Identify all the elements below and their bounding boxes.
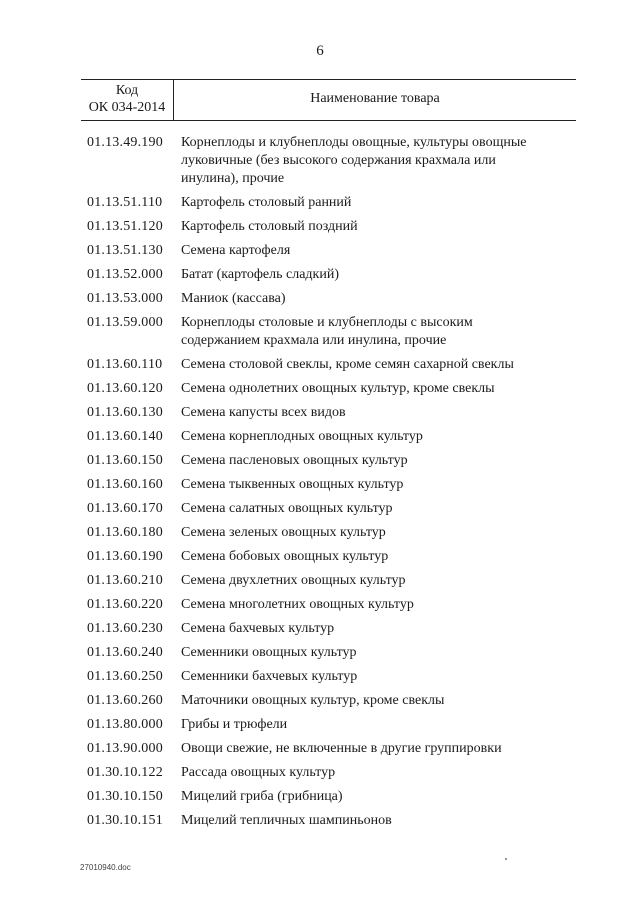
row-code: 01.13.49.190 (87, 135, 163, 150)
row-code: 01.13.60.190 (87, 549, 163, 564)
row-code: 01.13.51.110 (87, 195, 163, 210)
row-code: 01.30.10.122 (87, 765, 163, 780)
row-name: Семена салатных овощных культур (181, 501, 393, 516)
row-code: 01.30.10.150 (87, 789, 163, 804)
row-code: 01.13.59.000 (87, 315, 163, 330)
row-name: Корнеплоды столовые и клубнеплоды с высоким содержанием крахмала или инулина, прочие (181, 315, 473, 348)
row-name: Семена капусты всех видов (181, 405, 346, 420)
page-number: 6 (316, 43, 324, 59)
row-code: 01.13.60.260 (87, 693, 163, 708)
row-name: Семена однолетних овощных культур, кроме свеклы (181, 381, 495, 396)
row-code: 01.13.60.150 (87, 453, 163, 468)
row-code: 01.13.60.140 (87, 429, 163, 444)
row-name: Мицелий гриба (грибница) (181, 789, 343, 804)
header-name-label: Наименование товара (310, 91, 440, 106)
row-name: Семена тыквенных овощных культур (181, 477, 404, 492)
row-name: Семена многолетних овощных культур (181, 597, 414, 612)
row-code: 01.13.60.210 (87, 573, 163, 588)
row-code: 01.13.60.180 (87, 525, 163, 540)
row-name: Рассада овощных культур (181, 765, 336, 780)
row-name: Батат (картофель сладкий) (181, 267, 340, 282)
row-name: Семенники бахчевых культур (181, 669, 358, 684)
row-name: Семена картофеля (181, 243, 291, 258)
row-code: 01.13.60.120 (87, 381, 163, 396)
row-name: Семена пасленовых овощных культур (181, 453, 408, 468)
row-code: 01.13.90.000 (87, 741, 163, 756)
row-name: Маниок (кассава) (181, 291, 286, 306)
row-code: 01.13.60.230 (87, 621, 163, 636)
row-code: 01.13.51.130 (87, 243, 163, 258)
row-name: Семена корнеплодных овощных культур (181, 429, 423, 444)
row-code: 01.13.60.160 (87, 477, 163, 492)
header-code-label: Код ОК 034-2014 (88, 83, 166, 115)
row-name: Семена бахчевых культур (181, 621, 335, 636)
row-name: Грибы и трюфели (181, 717, 288, 732)
row-name: Семена зеленых овощных культур (181, 525, 386, 540)
row-code: 01.13.60.250 (87, 669, 163, 684)
row-code: 01.13.60.220 (87, 597, 163, 612)
row-code: 01.13.60.170 (87, 501, 163, 516)
row-code: 01.13.52.000 (87, 267, 163, 282)
row-name: Картофель столовый ранний (181, 195, 352, 210)
row-code: 01.30.10.151 (87, 813, 163, 828)
row-name: Мицелий тепличных шампиньонов (181, 813, 392, 828)
row-code: 01.13.80.000 (87, 717, 163, 732)
footer-file-name: 27010940.doc (80, 863, 131, 872)
row-code: 01.13.53.000 (87, 291, 163, 306)
row-code: 01.13.60.110 (87, 357, 163, 372)
row-name: Семена бобовых овощных культур (181, 549, 389, 564)
row-name: Маточники овощных культур, кроме свеклы (181, 693, 445, 708)
row-name: Семенники овощных культур (181, 645, 357, 660)
row-name: Овощи свежие, не включенные в другие группировки (181, 741, 502, 756)
table-header (81, 79, 576, 121)
row-name: Корнеплоды и клубнеплоды овощные, культуры овощные луковичные (без высокого содержания крахмала или инулина), прочие (181, 135, 527, 186)
row-code: 01.13.51.120 (87, 219, 163, 234)
row-name: Семена двухлетних овощных культур (181, 573, 406, 588)
row-name: Семена столовой свеклы, кроме семян сахарной свеклы (181, 357, 514, 372)
scan-speck (505, 858, 507, 860)
row-name: Картофель столовый поздний (181, 219, 358, 234)
row-code: 01.13.60.130 (87, 405, 163, 420)
row-code: 01.13.60.240 (87, 645, 163, 660)
